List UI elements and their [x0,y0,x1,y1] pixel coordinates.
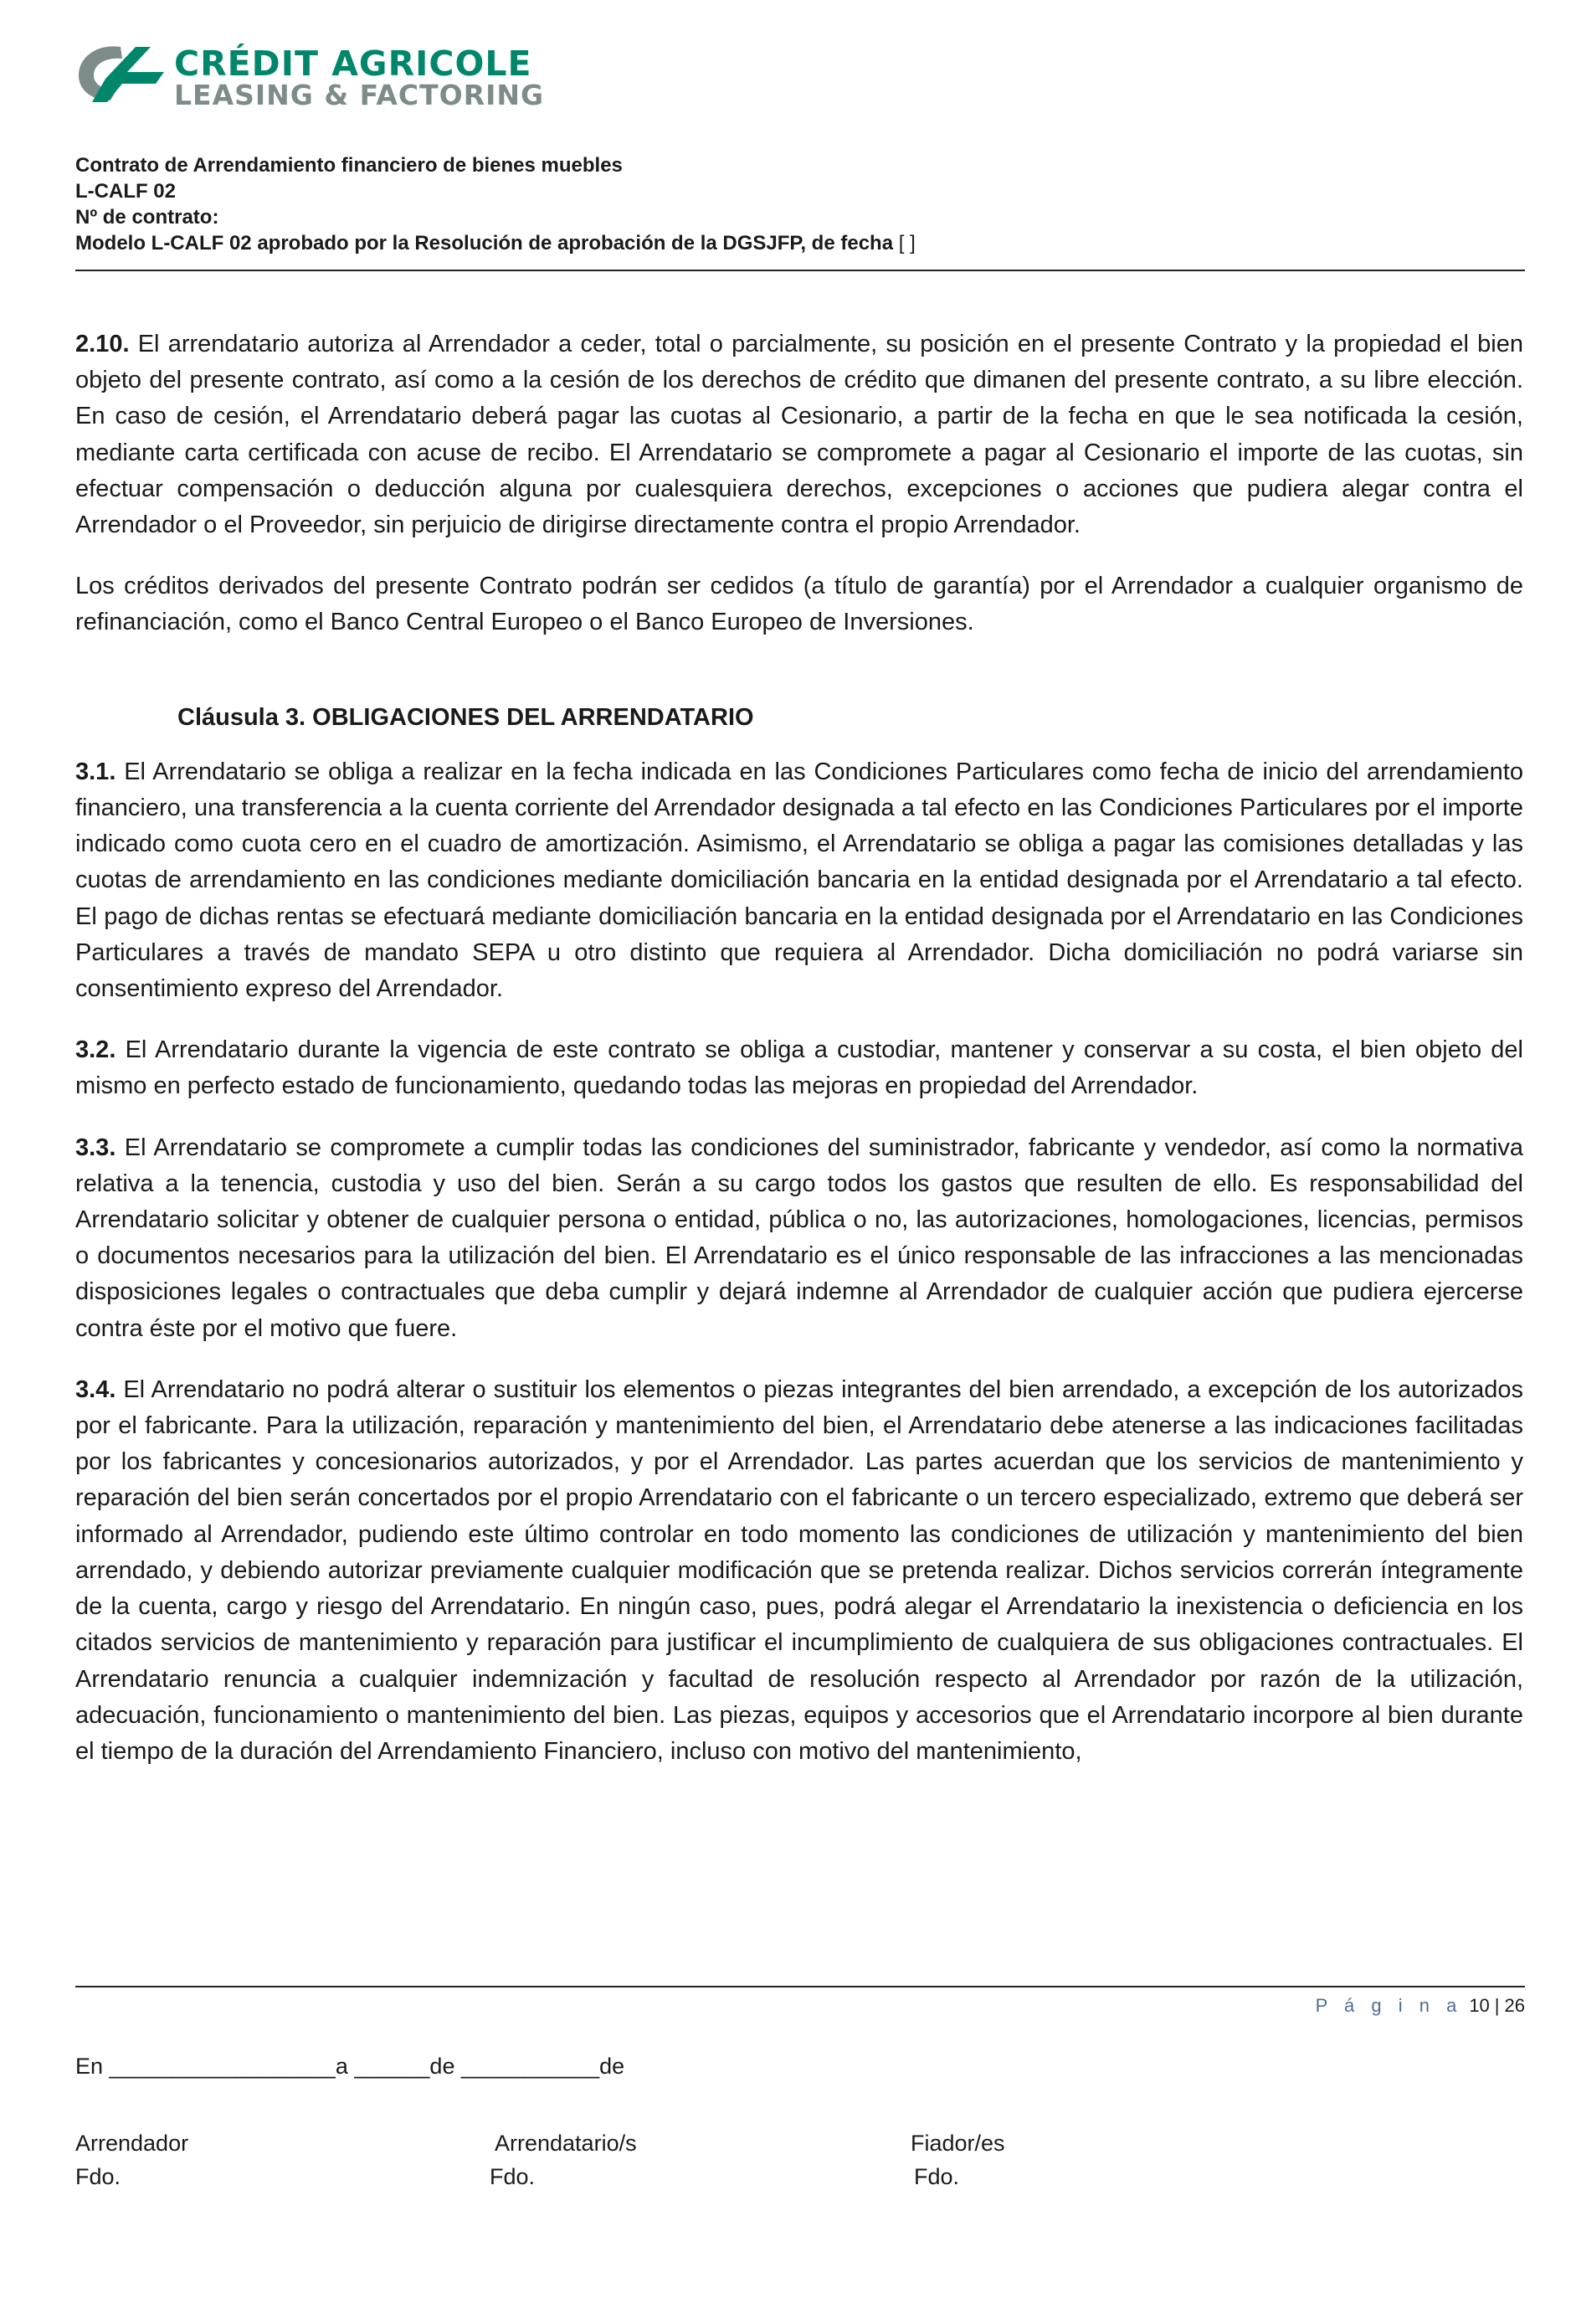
paragraph-3-4 [75,1372,1523,1770]
logo-name: CRÉDIT AGRICOLE [174,44,532,84]
logo-subtitle: LEASING & FACTORING [174,79,545,111]
signatory-arrendatario [490,2126,637,2193]
paragraph-text: El Arrendatario se compromete a cumplir todas las condiciones del suministrador, fabricante y vendedor, así como la normativa relativa a la tenencia, custodia y uso del bien. Serán a su cargo todos los gastos que resulten de ello. Es responsabilidad del Arrendatario solicitar y obtener de cualquier persona o entidad, pública o no, las autorizaciones, homologaciones, licencias, permisos o documentos necesarios para la utilización del bien. El Arrendatario es el único responsable de las infracciones a las mencionadas disposiciones legales o contractuales que deba cumplir y dejará indemne al Arrendador de cualquier acción que pudiera ejercerse contra éste por el motivo que fuere. [75,1134,1524,1342]
page-label: P á g i n a [1315,1995,1463,2016]
paragraph-3-2 [75,1032,1523,1104]
signatory-role: Arrendatario/s [495,2131,637,2156]
contract-title: Contrato de Arrendamiento financiero de bienes muebles [75,154,623,177]
paragraph-text: El Arrendatario se obliga a realizar en la fecha indicada en las Condiciones Particulares como fecha de inicio del arrendamiento financiero, una transferencia a la cuenta corriente del Arrendador designada a tal efecto en las Condiciones Particulares por el importe indicado como cuota cero en el cuadro de amortización. Asimismo, el Arrendatario se obliga a pagar las comisiones detalladas y las cuotas de arrendamiento en las condiciones mediante domiciliación bancaria en la entidad designada por el Arrendatario a tal efecto. El pago de dichas rentas se efectuará mediante domiciliación bancaria en la entidad designada por el Arrendatario en las Condiciones Particulares a través de mandato SEPA u otro distinto que requiera al Arrendador. Dicha domiciliación no podrá variarse sin consentimiento expreso del Arrendador. [75,758,1523,1003]
paragraph-text: El Arrendatario durante la vigencia de este contrato se obliga a custodiar, mantener y conservar a su costa, el bien objeto del mismo en perfecto estado de funcionamiento, quedando todas las mejoras en propiedad del Arrendador. [75,1036,1523,1100]
document-header [75,152,1523,256]
paragraph-number: 3.2. [75,1036,116,1064]
paragraph-2-10 [75,326,1523,543]
paragraph-creditos: Los créditos derivados del presente Contrato podrán ser cedidos (a título de garantía) por el Arrendador a cualquier organismo de refinanciación, como el Banco Central Europeo o el Banco Europeo de Inversiones. [75,573,1523,636]
page-separator: | [1494,1995,1500,2016]
paragraph-number: 3.3. [75,1134,116,1161]
signatory-arrendador [75,2126,188,2193]
place-date-line: En __________________a ______de ___________de [75,2054,625,2079]
page-number [1306,1995,1525,2017]
credit-agricole-emblem-icon [74,42,167,104]
company-logo [74,42,576,117]
date-placeholder: [ ] [898,232,916,255]
model-approval-text: Modelo L-CALF 02 aprobado por la Resolución de aprobación de la DGSJFP, de fecha [75,232,894,255]
header-divider [75,270,1525,271]
signatory-sign: Fdo. [914,2164,960,2189]
page-total: 26 [1504,1995,1525,2016]
paragraph-text: El arrendatario autoriza al Arrendador a ceder, total o parcialmente, su posición en el presente Contrato y la propiedad el bien objeto del presente contrato, así como a la cesión de los derechos de crédito que dimanen del presente contrato, a su libre elección. En caso de cesión, el Arrendatario deberá pagar las cuotas al Cesionario, a partir de la fecha en que le sea notificada la cesión, mediante carta certificada con acuse de recibo. El Arrendatario se compromete a pagar al Cesionario el importe de las cuotas, sin efectuar compensación o deducción alguna por cualesquiera derechos, excepciones o acciones que pudiera alegar contra el Arrendador o el Proveedor, sin perjuicio de dirigirse directamente contra el propio Arrendador. [75,331,1523,539]
signatory-sign: Fdo. [490,2164,536,2189]
signatory-fiador [911,2126,1005,2193]
paragraph-number: 2.10. [75,331,130,357]
signatory-sign: Fdo. [75,2164,121,2189]
paragraph-number: 3.4. [75,1375,116,1403]
paragraph-number: 3.1. [75,758,116,785]
clause-3-heading: Cláusula 3. OBLIGACIONES DEL ARRENDATARIO [177,703,754,731]
document-body [75,326,1523,1795]
signatory-role: Fiador/es [911,2131,1005,2156]
footer-divider [75,1986,1525,1987]
signatory-role: Arrendador [75,2131,189,2156]
paragraph-text: El Arrendatario no podrá alterar o sustituir los elementos o piezas integrantes del bien arrendado, a excepción de los autorizados por el fabricante. Para la utilización, reparación y mantenimiento del bien, el Arrendatario debe atenerse a las indicaciones facilitadas por los fabricantes y concesionarios autorizados, y por el Arrendador. Las partes acuerdan que los servicios de mantenimiento y reparación del bien serán concertados por el propio Arrendatario con el fabricante o un tercero especializado, extremo que deberá ser informado al Arrendador, pudiendo este último controlar en todo momento las condiciones de utilización y mantenimiento del bien arrendado, y debiendo autorizar previamente cualquier modificación que se pretenda realizar. Dichos servicios correrán íntegramente de la cuenta, cargo y riesgo del Arrendatario. En ningún caso, pues, podrá alegar el Arrendatario la inexistencia o deficiencia en los citados servicios de mantenimiento y reparación para justificar el incumplimiento de cualquiera de sus obligaciones contractuales. El Arrendatario renuncia a cualquier indemnización y facultad de resolución respecto al Arrendador por razón de la utilización, adecuación, funcionamiento o mantenimiento del bien. Las piezas, equipos y accesorios que el Arrendatario incorpore al bien durante el tiempo de la duración del Arrendamiento Financiero, incluso con motivo del mantenimiento, [75,1375,1524,1765]
paragraph-3-3 [75,1130,1523,1347]
contract-number-label: Nº de contrato: [75,206,219,229]
page-current: 10 [1469,1995,1490,2016]
paragraph-3-1 [75,754,1523,1007]
contract-code: L-CALF 02 [75,180,176,203]
model-approval-line [75,230,1523,256]
